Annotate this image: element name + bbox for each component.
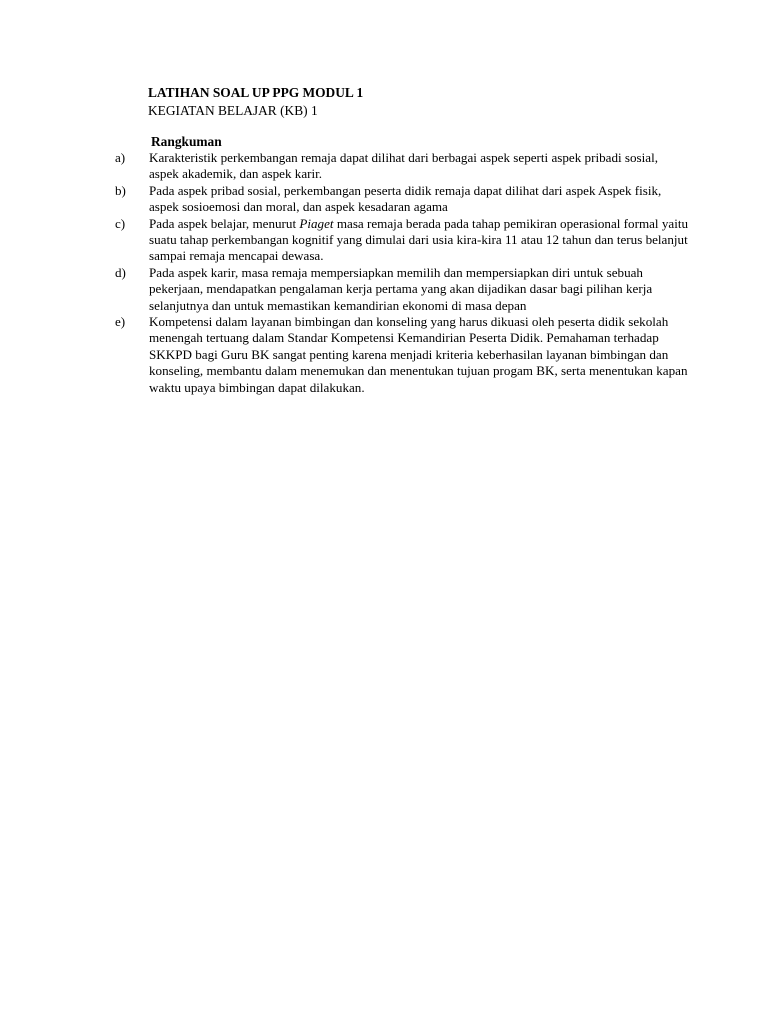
item-line: konseling, membantu dalam menemukan dan menentukan tujuan progam BK, serta menentukan kapan [149,363,688,379]
item-line: waktu upaya bimbingan dapat dilakukan. [149,379,365,395]
item-marker: d) [115,264,126,280]
item-line: suatu tahap perkembangan kognitif yang dimulai dari usia kira-kira 11 atau 12 tahun dan terus belanjut [149,232,688,248]
summary-section [112,133,732,396]
summary-heading: Rangkuman [151,134,222,149]
item-line: pekerjaan, mendapatkan pengalaman kerja pertama yang akan dijadikan dasar bagi pilihan kerja [149,281,653,297]
document-subtitle: KEGIATAN BELAJAR (KB) 1 [148,103,318,118]
document-header [148,84,708,119]
item-marker: b) [115,182,126,198]
item-marker: c) [115,215,126,231]
item-line: aspek sosioemosi dan moral, dan aspek kesadaran agama [149,199,448,215]
item-line: SKKPD bagi Guru BK sangat penting karena menjadi kriteria keberhasilan layanan bimbingan dan [149,346,669,362]
item-text: Pada aspek belajar, menurut [149,215,300,231]
item-line: selanjutnya dan untuk memastikan kemandirian ekonomi di masa depan [149,297,527,313]
summary-item-e [112,314,732,396]
item-text: masa remaja berada pada tahap pemikiran operasional formal yaitu [333,215,689,231]
summary-item-a [112,150,732,183]
item-line: aspek akademik, dan aspek karir. [149,166,323,182]
item-marker: e) [115,314,126,330]
summary-item-b [112,183,732,216]
item-line: Pada aspek karir, masa remaja mempersiapkan memilih dan mempersiapkan diri untuk sebuah [149,264,643,280]
item-line: Kompetensi dalam layanan bimbingan dan konseling yang harus dikuasi oleh peserta didik sekolah [149,314,669,330]
piaget-term: Piaget [299,215,334,231]
document-title: LATIHAN SOAL UP PPG MODUL 1 [148,85,364,100]
item-line: Pada aspek pribad sosial, perkembangan peserta didik remaja dapat dilihat dari aspek Aspek fisik, [149,182,662,198]
summary-item-c [112,216,732,265]
summary-item-d [112,265,732,314]
summary-list [112,150,732,396]
item-marker: a) [115,150,126,165]
item-line: sampai remaja mencapai dewasa. [149,248,324,264]
item-line: Karakteristik perkembangan remaja dapat dilihat dari berbagai aspek seperti aspek pribadi sosial, [149,150,659,165]
item-line: menengah tertuang dalam Standar Kompetensi Kemandirian Peserta Didik. Pemahaman terhadap [149,330,659,346]
item-line [149,216,732,232]
